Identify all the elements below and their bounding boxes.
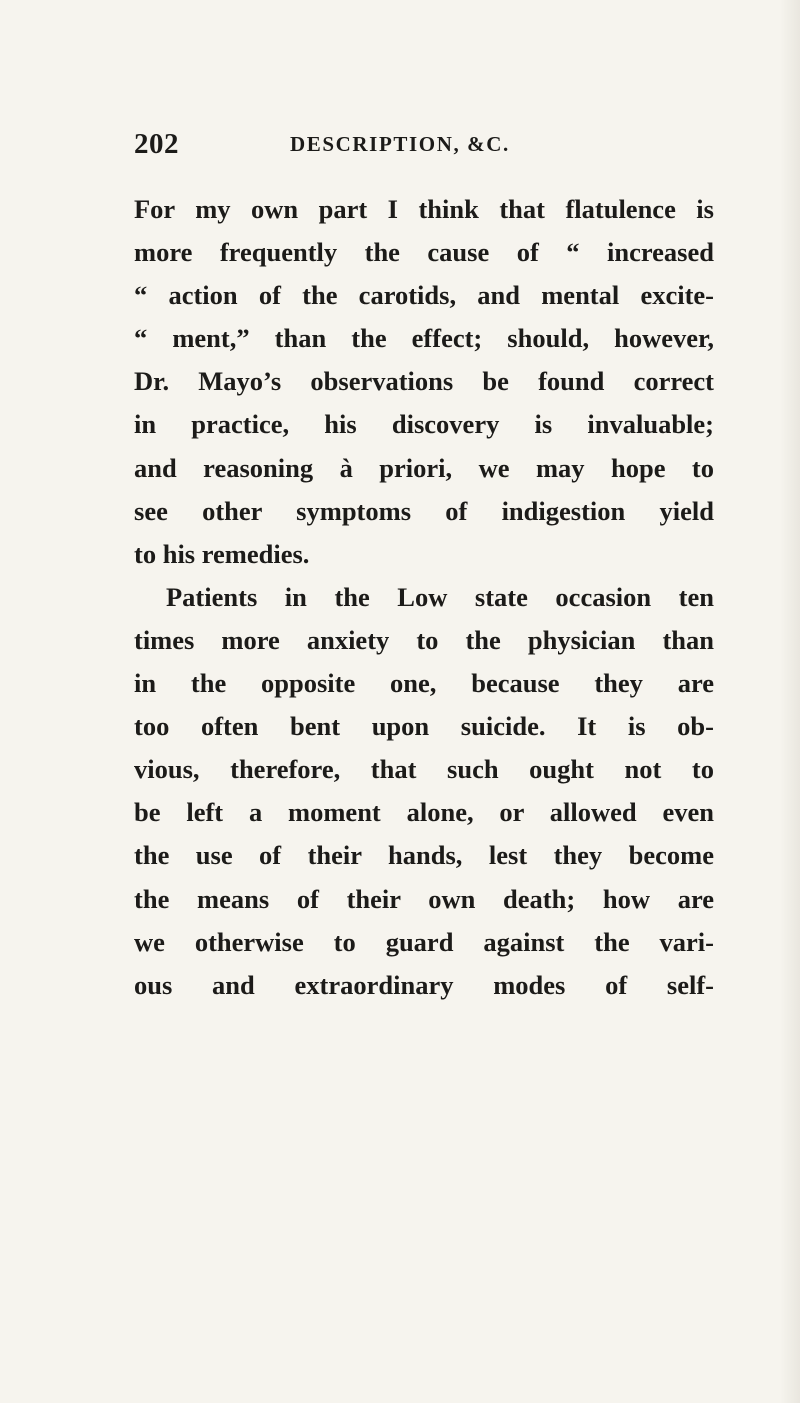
text-line: Dr. Mayo’s observations be found correct	[134, 366, 714, 397]
text-line: the means of their own death; how are	[134, 883, 714, 914]
page-header	[134, 128, 694, 176]
body-text	[134, 188, 714, 1007]
text-line: in the opposite one, because they are	[134, 668, 714, 699]
text-line: more frequently the cause of “ increased	[134, 237, 714, 268]
text-line: too often bent upon suicide. It is ob-	[134, 711, 714, 742]
paragraph-1	[134, 188, 714, 576]
text-line: we otherwise to guard against the vari-	[134, 926, 714, 957]
text-line: For my own part I think that flatulence is	[134, 194, 714, 224]
text-line: see other symptoms of indigestion yield	[134, 495, 714, 526]
text-line: “ ment,” than the effect; should, however,	[134, 323, 714, 354]
text-line: ous and extraordinary modes of self-	[134, 969, 714, 1000]
text-line: and reasoning à priori, we may hope to	[134, 452, 714, 483]
text-line: times more anxiety to the physician than	[134, 624, 714, 655]
text-line: the use of their hands, lest they become	[134, 840, 714, 871]
paragraph-2	[134, 576, 714, 1007]
page-number: 202	[134, 128, 179, 160]
text-line: vious, therefore, that such ought not to	[134, 754, 714, 785]
text-line: Patients in the Low state occasion ten	[166, 581, 714, 612]
running-head: DESCRIPTION, &C.	[290, 132, 510, 156]
text-line: to his remedies.	[134, 538, 310, 569]
text-line: “ action of the carotids, and mental excite-	[134, 280, 714, 311]
text-line: in practice, his discovery is invaluable;	[134, 409, 714, 440]
text-line: be left a moment alone, or allowed even	[134, 797, 714, 828]
